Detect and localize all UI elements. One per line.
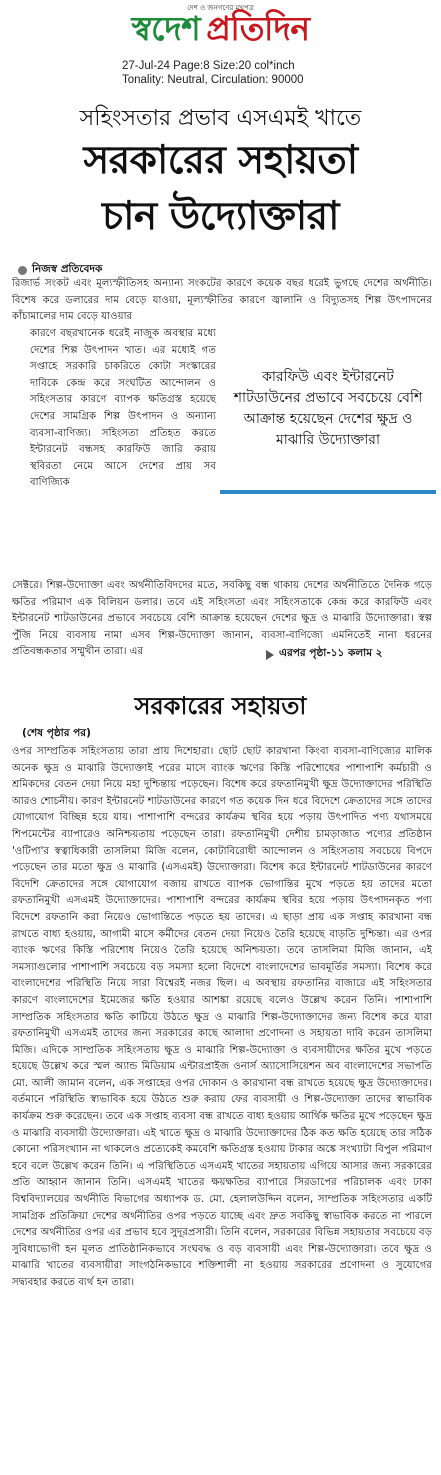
continuation-label: (শেষ পৃষ্ঠার পর) bbox=[22, 727, 91, 739]
pull-quote-text: কারফিউ এবং ইন্টারনেট শাটডাউনের প্রভাবে সবচেয়ে বেশি আক্রান্ত হয়েছেন দেশের ক্ষুদ্র ও মাঝারি উদ্যোক্তারা bbox=[233, 369, 423, 448]
pull-quote bbox=[220, 328, 436, 494]
article-kicker: সহিংসতার প্রভাব এসএমই খাতে bbox=[79, 106, 362, 131]
article-paragraph-top: রিজার্ভ সংকট এবং মূল্যস্ফীতিসহ অন্যান্য সংকটের কারণে কয়েক বছর ধরেই ভুগছে দেশের অর্থনীতি। বিশেষ করে ডলারের দাম বেড়ে যাওয়া, মূল্যস্ফীতির কারণে জ্বালানি ও বিদ্যুতসহ শিল্প উৎপাদনের কাঁচামালের দাম বেড়ে যাওয়ার bbox=[12, 278, 432, 323]
clipping-meta-date-page: 27-Jul-24 Page:8 Size:20 col*inch bbox=[122, 60, 295, 72]
masthead-tagline: দেশ ও জনগণের মুখপত্র bbox=[187, 4, 254, 12]
byline-text: নিজস্ব প্রতিবেদক bbox=[32, 263, 103, 275]
logo-part1: স্বদেশ bbox=[131, 9, 201, 48]
triangle-right-icon bbox=[266, 650, 274, 660]
article-paragraph-column: কারণে বছরখানেক ধরেই নাজুক অবস্থার মধ্যে দেশের শিল্প উৎপাদন খাত। এর মধ্যেই গত সপ্তাহে সরকারি চাকরিতে কোটা সংস্কারের দাবিকে কেন্দ্র করে সংঘটিত আন্দোলন ও সহিংসতার কারণে ব্যাপক ক্ষতিগ্রস্ত হয়েছে দেশের সামগ্রিক শিল্প উৎপাদন ও অন্যান্য ব্যবসা-বাণিজ্য। সহিংসতা প্রতিহত করতে ইন্টারনেট বন্ধসহ কারফিউ জারি করায় স্থবিরতা নেমে আসে দেশের প্রায় সব বাণিজ্যিক bbox=[30, 328, 216, 489]
newspaper-logo bbox=[0, 8, 441, 50]
logo-part2: প্রতিদিন bbox=[206, 9, 310, 48]
article-paragraph-bottom: সেক্টরে। শিল্প-উদ্যোক্তা এবং অর্থনীতিবিদদের মতে, সবকিছু বন্ধ থাকায় দেশের অর্থনীতিতে দৈনিক গড়ে ক্ষতির পরিমাণ এক বিলিয়ন ডলার। তবে এই সহিংসতা এবং সহিংসতাকে কেন্দ্র করে কারফিউ এবং ইন্টারনেট শাটডাউনের প্রভাবে সবচেয়ে বেশি আক্রান্ত হয়েছেন দেশের ক্ষুদ্র ও মাঝারি উদ্যোক্তারা। স্বল্প পুঁজি নিয়ে ব্যবসায় নামা এসব শিল্প-উদ্যোক্তা জানান, ব্যবসা-বাণিজ্যে এমনিতেই নানা ধরনের প্রতিবন্ধকতার সম্মুখীন তারা। এর bbox=[12, 580, 432, 658]
continued-jump bbox=[266, 646, 383, 663]
continuation-body: ওপর সাম্প্রতিক সহিংসতায় তারা প্রায় দিশেহারা। ছোট ছোট কারখানা কিংবা ব্যবসা-বাণিজ্যের মালিক অনেক ক্ষুদ্র ও মাঝারি উদ্যোক্তাই পরের মাসে ব্যাংক ঋণের কিস্তি পরিশোধের পাশাপাশি কর্মচারী ও শ্রমিকদের বেতন দেয়া নিয়ে মহা দুশ্চিন্তায় পড়েছেন। বিশেষ করে রফতানিমুখী ক্ষুদ্র উদ্যোক্তাদের পরিস্থিতি আরও শোচনীয়। কারণ ইন্টারনেট শাটডাউনের কারণে গত কয়েক দিন ধরে বিদেশে ক্রেতাদের সঙ্গে তাদের যোগাযোগ বিচ্ছিন্ন হয়ে যায়। পাশাপাশি বন্দরের কার্যক্রম স্থবির হয়ে পড়ায় উৎপাদিত পণ্য যথাসময়ে শিপমেন্টের ব্যাপারেও অনিশ্চয়তায় পড়েছেন তারা। রফতানিমুখী দেশীয় চামড়াজাত পণ্যের প্রতিষ্ঠান 'ওটিপা'র স্বত্বাধিকারী তাসলিমা মিজি বলেন, কোটাবিরোধী আন্দোলন ও সহিংসতায় সবচেয়ে বিপদে পড়েছেন তার মতো ক্ষুদ্র ও মাঝারি (এসএমই) উদ্যোক্তারা। বিশেষ করে ইন্টারনেট শাটডাউনের কারণে বিদেশি ক্রেতাদের সঙ্গে যোগাযোগ বজায় রাখতে ব্যাপক ভোগান্তির মুখে পড়তে হয় তাদের মতো রফতানিমুখী এসএমই উদ্যোক্তাদের। পাশাপাশি বন্দরের কার্যক্রম স্থবির হয়ে পড়ায় উৎপাদনকৃত পণ্য বিদেশে রফতানি করা নিয়েও ভোগান্তিতে পড়তে হয় তাদের। এ ছাড়া প্রায় এক সপ্তাহ কারখানা বন্ধ রাখতে বাধ্য হওয়ায়, আগামী মাসে কর্মীদের বেতন দেয়া নিয়েও তৈরি হয়েছে বাড়তি দুশ্চিন্তা। এর ওপর ব্যাংক ঋণের কিস্তি পরিশোধ নিয়েও তৈরি হয়েছে অনিশ্চয়তা। তবে তাসলিমা মিজি জানান, এই সমস্যাগুলোর পাশাপাশি সবচেয়ে বড় সমস্যা হলো বিদেশে বাংলাদেশের ভাবমূর্তির সমস্যা। বিশেষ করে বাংলাদেশের পরিস্থিতি নিয়ে সারা বিশ্বেরই নজর ছিল। এ অবস্থায় রফতানির বাজারে এই সহিংসতার কারণে বাংলাদেশের ইমেজের ক্ষতি হওয়ার আশঙ্কা রয়েছে বলেও উল্লেখ করেন তিনি। পাশাপাশি সাম্প্রতিক সহিংসতার ক্ষতি কাটিয়ে উঠতে ক্ষুদ্র ও মাঝারি শিল্প-উদ্যোক্তাদের জন্য বিশেষ করে যারা রফতানিমুখী এসএমই তাদের জন্য সরকারের কাছে আলাদা প্রণোদনা ও সহায়তা দাবি করেন তাসলিমা মিজি। এদিকে সাম্প্রতিক সহিংসতায় ক্ষুদ্র ও মাঝারি শিল্প-উদ্যোক্তা ও ব্যবসায়ীদের ক্ষতির মুখে পড়তে হয়েছে উল্লেখ করে স্মল অ্যান্ড মিডিয়াম এন্টারপ্রাইজ ওনার্স অ্যাসোসিয়েশন অব বাংলাদেশের সভাপতি মো. আলী জামান বলেন, এক সপ্তাহের ওপর দোকান ও কারখানা বন্ধ রাখতে হয়েছে ক্ষুদ্র উদ্যোক্তাদের। বর্তমানে পরিস্থিতি স্বাভাবিক হয়ে উঠতে শুরু করায় ফের ব্যবসায়ী ও শিল্প-উদ্যোক্তা তাদের স্বাভাবিক কার্যক্রম শুরু করেছেন। তবে এক সপ্তাহ ব্যবসা বন্ধ রাখতে বাধ্য হওয়ায় আর্থিক ক্ষতির মুখে পড়েছেন ক্ষুদ্র ও মাঝারি ব্যবসায়ী উদ্যোক্তারা। এই খাতে ক্ষুদ্র ও মাঝারি উদ্যোক্তাদের ঠিক কত ক্ষতি হয়েছে তার সঠিক কোনো পরিসংখ্যান না থাকলেও প্রত্যেকেই কমবেশি ক্ষতিগ্রস্ত হওয়ায় টাকার অঙ্কে সংখ্যাটা বিপুল পরিমাণ হবে বলে উল্লেখ করেন তিনি। এ পরিস্থিতিতে এসএমই খাতের সহায়তায় এগিয়ে আসার জন্য সরকারের প্রতি আহ্বান জানান তিনি। এসএমই খাতের ক্ষয়ক্ষতির ব্যাপারে সিরডাপের পরিচালক এবং ঢাকা বিশ্ববিদ্যালয়ের অর্থনীতি বিভাগের অধ্যাপক ড. মো. হেলালউদ্দিন বলেন, সাম্প্রতিক সহিংসতার একটি সামগ্রিক প্রতিক্রিয়া দেশের অর্থনীতির ওপর পড়তে যাচ্ছে এবং দ্রুত সবকিছু স্বাভাবিক করতে না পারলে দেশের অর্থনীতির ওপর এর প্রভাব হবে সুদূরপ্রসারী। তিনি বলেন, সরকারের বিভিন্ন সহায়তার সবচেয়ে বড় সুবিধাভোগী হন মূলত প্রাতিষ্ঠানিকভাবে সংঘবদ্ধ ও বড় ব্যবসায়ী এবং শিল্প-উদ্যোক্তারা। তবে ক্ষুদ্র ও মাঝারি খাতের ব্যবসায়ীরা সাংগঠনিকভাবে শক্তিশালী না হওয়ায় সরকারের প্রণোদনা ও সুযোগের সদ্ব্যবহার করতে ব্যর্থ হন তারা। bbox=[12, 746, 432, 1288]
continuation-headline: সরকারের সহায়তা bbox=[134, 692, 307, 720]
clipping-meta-tonality: Tonality: Neutral, Circulation: 90000 bbox=[122, 74, 304, 86]
bullet-icon bbox=[18, 266, 27, 275]
article-headline-line2: চান উদ্যোক্তারা bbox=[102, 194, 339, 239]
masthead bbox=[0, 0, 441, 110]
jump-text: এরপর পৃষ্ঠা-১১ কলাম ২ bbox=[279, 647, 383, 659]
article-headline-line1: সরকারের সহায়তা bbox=[83, 138, 358, 183]
